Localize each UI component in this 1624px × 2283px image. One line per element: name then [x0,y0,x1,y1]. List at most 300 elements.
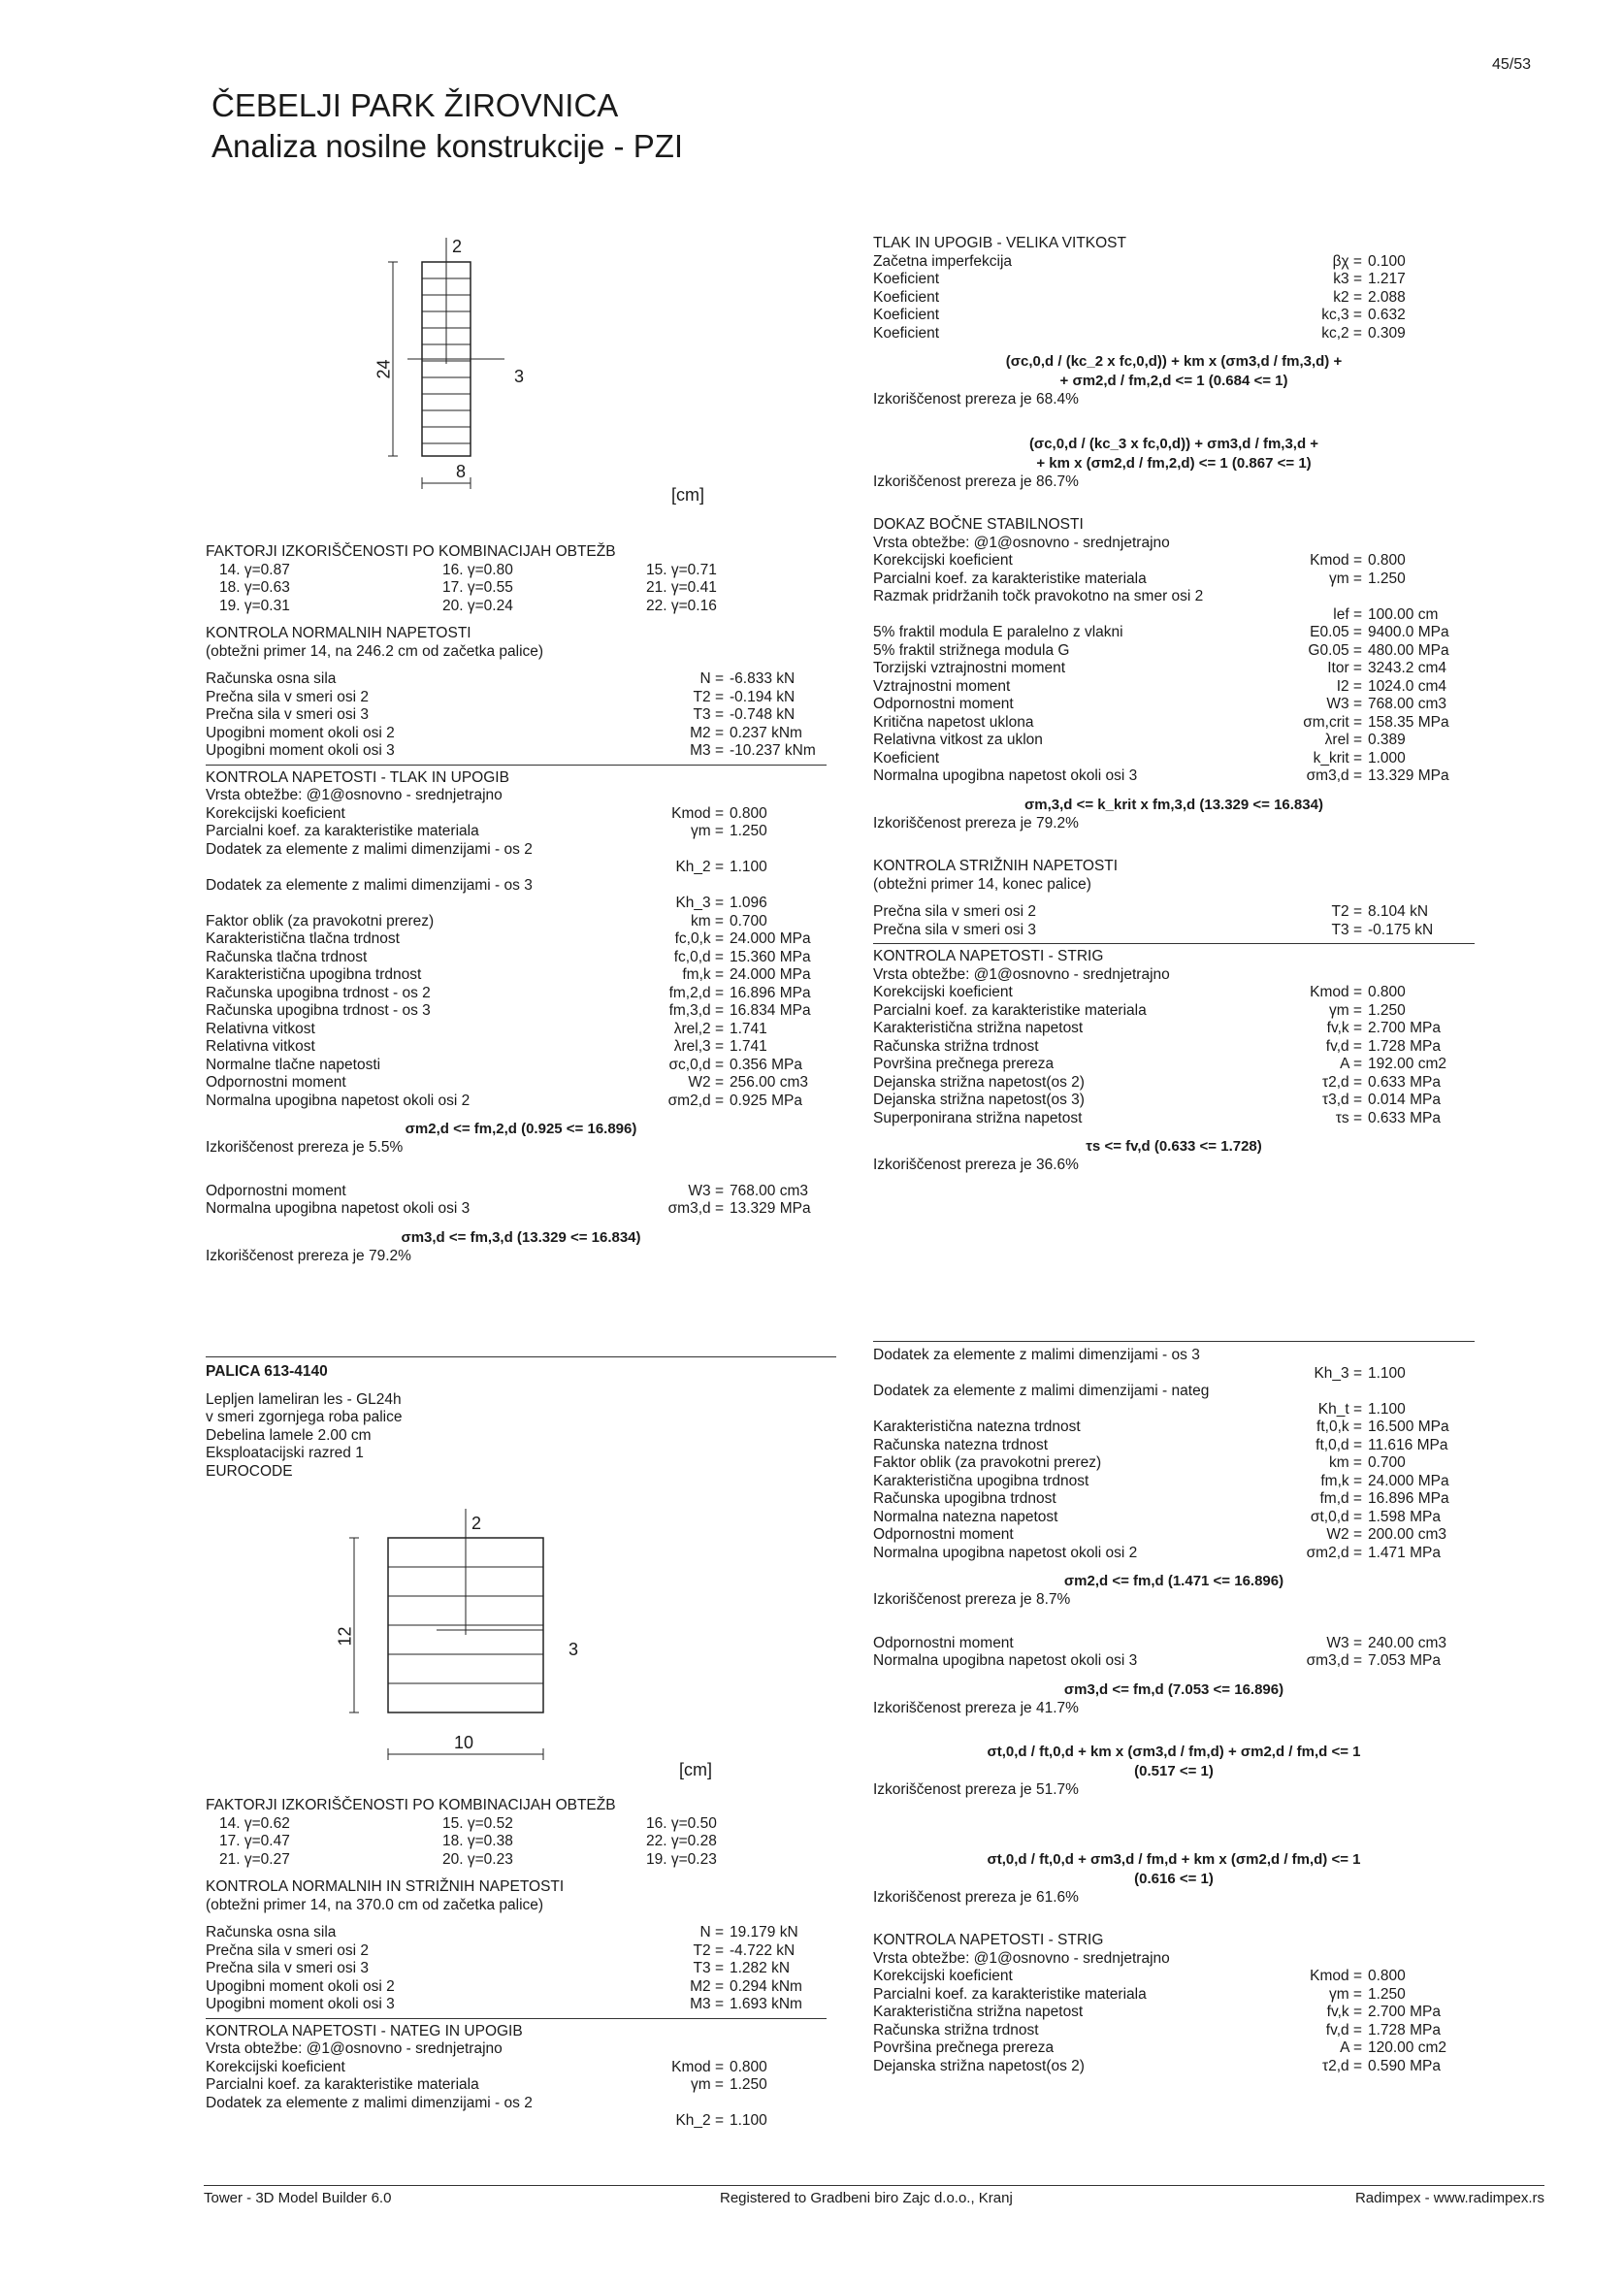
formula: σm2,d <= fm,2,d (0.925 <= 16.896) [405,1121,637,1137]
row-sym: σm,crit = [1303,713,1362,731]
table-row [873,253,1475,272]
row-sym: N = [699,1924,724,1941]
row-label: Odpornostni moment [206,1182,346,1199]
axis-2-label: 2 [471,1514,482,1533]
row-sym: kc,2 = [1321,324,1362,342]
table-row [206,1057,836,1075]
section-heading: KONTROLA NAPETOSTI - STRIG [873,1932,1104,1948]
section-heading: KONTROLA NAPETOSTI - NATEG IN UPOGIB [206,2022,523,2039]
row-val: 1.100 [1368,1400,1406,1418]
row-val: 0.100 [1368,252,1406,270]
row-val: 480.00 MPa [1368,641,1449,659]
axis-3-label: 3 [568,1640,579,1659]
strig-table [873,1968,1475,2075]
row-sym: σm3,d = [1306,767,1362,784]
formula: (σc,0,d / (kc_3 x fc,0,d)) + σm3,d / fm,3,d + [1028,435,1319,452]
row-sym [607,841,730,860]
row-label: Upogibni moment okoli osi 2 [206,1977,395,1995]
row-sym: W2 = [688,1074,724,1091]
row-label: Dodatek za elemente z malimi dimenzijami - os 2 [206,840,533,858]
row-val: 24.000 MPa [1368,1472,1449,1489]
row-sym: W3 = [688,1182,724,1199]
table-row [206,913,836,931]
formula: σt,0,d / ft,0,d + km x (σm3,d / fm,d) + σm2,d / fm,d <= 1 [987,1744,1361,1760]
row-sym: M2 = [690,724,724,741]
row-sym: T2 = [1331,903,1362,920]
table-row [873,922,1475,940]
row-label: Dodatek za elemente z malimi dimenzijami - os 3 [873,1347,1200,1363]
table-row [873,1020,1475,1038]
table-row [873,307,1475,325]
row-label: Karakteristična natezna trdnost [873,1419,1081,1435]
row-val: 240.00 cm3 [1368,1634,1446,1651]
row-label: Parcialni koef. za karakteristike materiala [206,823,479,839]
cross-section-2 [330,1504,582,1766]
row-label: Računska upogibna trdnost [873,1490,1056,1507]
row-label: Parcialni koef. za karakteristike materiala [873,1985,1147,2003]
row-val: 0.800 [730,2058,767,2075]
factor: 19. γ=0.23 [646,1850,717,1868]
table-row [873,1473,1475,1491]
row-sym: Kh_3 = [675,895,724,911]
table-row [206,985,836,1003]
row-label: Normalna upogibna napetost okoli osi 3 [873,767,1138,784]
table-row [873,1002,1475,1021]
row-sym: W3 = [1326,696,1362,712]
element-info: Lepljen lameliran les - GL24h [206,1390,402,1408]
factor: 20. γ=0.24 [442,597,513,614]
footer-vendor: Radimpex - www.radimpex.rs [1354,2190,1544,2206]
row-val: 8.104 kN [1368,903,1429,920]
axis-2-label: 2 [452,237,463,256]
factor: 15. γ=0.71 [646,561,717,578]
row-label: Faktor oblik (za pravokotni prerez) [206,912,435,930]
table-row [206,2112,836,2131]
row-label: Korekcijski koeficient [873,1968,1013,1984]
row-val: 16.896 MPa [730,984,811,1001]
table-row [873,1454,1475,1473]
table-row [873,1545,1475,1563]
table-row [206,1074,836,1093]
row-sym: fm,k = [1320,1472,1362,1489]
formula: σt,0,d / ft,0,d + σm3,d / fm,d + km x (σm2,d / fm,d) <= 1 [987,1850,1361,1868]
row-sym: τs = [1335,1109,1362,1126]
row-val: 2.700 MPa [1368,2004,1441,2020]
row-val: 0.014 MPa [1368,1092,1441,1108]
row-label: Kritična napetost uklona [873,713,1034,731]
row-sym: fv,d = [1325,2021,1362,2038]
table-row [873,552,1475,571]
table-row [873,2004,1475,2022]
row-sym: τ3,d = [1321,1092,1362,1108]
row-val: 1.250 [1368,570,1406,587]
forces-table [206,670,836,761]
row-val: 768.00 cm3 [1368,696,1446,712]
footer-software: Tower - 3D Model Builder 6.0 [204,2190,392,2206]
row-sym: I2 = [1336,677,1362,695]
row-label [873,1401,1246,1419]
document-subtitle: Analiza nosilne konstrukcije - PZI [211,128,684,164]
table-row [873,1401,1475,1419]
row-sym: M3 = [690,1996,724,2012]
factor: 18. γ=0.63 [219,579,290,596]
section-heading: TLAK IN UPOGIB - VELIKA VITKOST [873,235,1126,251]
row-label [873,606,1246,625]
utilization-text: Izkoriščenost prereza je 8.7% [873,1591,1071,1608]
table-row [873,1365,1475,1384]
row-sym: ft,0,k = [1316,1419,1362,1435]
row-val: 0.633 MPa [1368,1109,1441,1126]
row-sym: lef = [1333,605,1362,623]
table-row [206,670,836,689]
row-sym: γm = [1328,1001,1362,1019]
row-val: 1.728 MPa [1368,1037,1441,1055]
table-row [873,750,1475,768]
row-sym: E0.05 = [1310,624,1362,640]
table-row [206,2095,836,2113]
table-row [206,2076,836,2095]
table-row [873,678,1475,697]
row-sym: fv,d = [1325,1037,1362,1055]
factor: 20. γ=0.23 [442,1850,513,1868]
table-row [206,1021,836,1039]
row-val: 0.389 [1368,732,1406,748]
row-sym: W3 = [1326,1634,1362,1651]
row-val: 9400.0 MPa [1368,624,1449,640]
unit-label: [cm] [679,1760,712,1779]
row-sym: T3 = [1331,921,1362,938]
table-row [206,1183,836,1201]
factor: 19. γ=0.31 [219,597,290,614]
row-label: Površina prečnega prereza [873,2039,1055,2056]
row-label: Korekcijski koeficient [873,984,1013,1000]
table-row [206,706,836,725]
factors-title: FAKTORJI IZKORIŠČENOSTI PO KOMBINACIJAH OBTEŽB [206,543,616,560]
page-number: 45/53 [1492,56,1532,73]
row-val: 1.100 [730,2112,767,2129]
row-sym: kc,3 = [1321,307,1362,323]
row-sym: ft,0,d = [1315,1436,1362,1453]
row-sym: k_krit = [1313,749,1362,766]
row-val: 0.590 MPa [1368,2057,1441,2074]
row-label: Računska osna sila [206,670,337,687]
table-row [873,1490,1475,1509]
row-sym: βχ = [1332,252,1362,270]
row-label: Karakteristična upogibna trdnost [206,966,422,983]
row-val: 1.741 [730,1020,767,1037]
strig-table [873,984,1475,1127]
vitkost-table [873,253,1475,343]
row-val: 0.800 [730,804,767,822]
row-label: Relativna vitkost [206,1038,315,1055]
row-label [206,2112,607,2131]
section-subheading: (obtežni primer 14, konec palice) [873,875,1091,893]
row-label: Relativna vitkost za uklon [873,732,1043,748]
row-sym: k2 = [1333,288,1362,306]
row-label: Prečna sila v smeri osi 3 [206,1960,369,1976]
row-sym: T2 = [693,688,724,705]
table-row [873,1437,1475,1455]
table-row [873,1635,1475,1653]
width-dimension: 8 [456,462,467,481]
element-info: v smeri zgornjega roba palice [206,1409,403,1425]
row-val: 0.632 [1368,307,1406,323]
formula: (σc,0,d / (kc_2 x fc,0,d)) + km x (σm3,d / fm,3,d) + [1005,353,1343,370]
row-val: 16.896 MPa [1368,1490,1449,1507]
formula: τs <= fv,d (0.633 <= 1.728) [1086,1138,1262,1155]
element-info: EUROCODE [206,1462,293,1480]
section-heading: KONTROLA STRIŽNIH NAPETOSTI [873,858,1119,874]
row-sym: γm = [690,2076,724,2093]
utilization-text: Izkoriščenost prereza je 61.6% [873,1888,1079,1906]
utilization-text: Izkoriščenost prereza je 5.5% [206,1139,404,1156]
row-val: 2.088 [1368,288,1406,306]
row-val: 0.700 [1368,1454,1406,1471]
table-row [206,1924,836,1942]
row-label: Računska strižna trdnost [873,2021,1039,2038]
table-row [206,1200,836,1219]
factor: 22. γ=0.16 [646,597,717,614]
formula: (0.517 <= 1) [1134,1763,1214,1779]
row-val: -4.722 kN [730,1941,796,1959]
element-info: Debelina lamele 2.00 cm [206,1426,372,1444]
section-subheading: Vrsta obtežbe: @1@osnovno - srednjetrajno [873,965,1170,983]
row-label [873,1365,1246,1384]
section-heading: KONTROLA NORMALNIH IN STRIŽNIH NAPETOSTI [206,1878,565,1895]
row-sym: σm2,d = [1306,1544,1362,1561]
row-val: 1.250 [1368,1001,1406,1019]
row-val: 1.598 MPa [1368,1508,1441,1525]
factor: 22. γ=0.28 [646,1833,717,1849]
table-row [206,1960,836,1978]
height-dimension: 12 [335,1626,355,1647]
row-sym [607,877,730,896]
row-val: 0.309 [1368,324,1406,342]
row-sym: Kmod = [1310,552,1362,569]
row-sym: A = [1340,2039,1362,2056]
row-val: 0.356 MPa [730,1056,802,1073]
factor: 17. γ=0.55 [442,579,513,596]
forces-table [206,1924,836,2014]
utilization-text: Izkoriščenost prereza je 86.7% [873,473,1079,490]
row-sym: fc,0,k = [674,930,724,947]
factors-grid [206,562,836,616]
row-val [730,877,836,896]
section-subheading: Vrsta obtežbe: @1@osnovno - srednjetrajno [873,534,1170,551]
row-sym: Kh_2 = [675,859,724,875]
footer-registration: Registered to Gradbeni biro Zajc d.o.o., Kranj [720,2190,1013,2206]
row-label: Korekcijski koeficient [206,2058,345,2075]
row-label: Prečna sila v smeri osi 2 [206,1941,369,1959]
height-dimension: 24 [374,359,394,379]
row-sym: A = [1340,1056,1362,1072]
tlak-table [206,805,836,1111]
table-row [873,696,1475,714]
row-label: Normalna upogibna napetost okoli osi 2 [873,1544,1138,1561]
factors-grid [206,1815,836,1870]
utilization-text: Izkoriščenost prereza je 36.6% [873,1157,1079,1173]
factor: 16. γ=0.80 [442,561,513,578]
row-label: Dejanska strižna napetost(os 2) [873,1073,1085,1091]
row-label: Prečna sila v smeri osi 2 [873,903,1036,920]
row-label [206,895,607,913]
row-val: 1.471 MPa [1368,1544,1441,1561]
row-val: 11.616 MPa [1368,1436,1448,1453]
formula: + km x (σm2,d / fm,2,d) <= 1 (0.867 <= 1) [1036,454,1312,472]
table-row [206,1978,836,1997]
bocna-table [873,552,1475,786]
right-column-2 [873,1347,1475,2075]
row-label: 5% fraktil strižnega modula G [873,641,1070,659]
right-column-1 [873,235,1475,1175]
row-val: -0.748 kN [730,706,796,723]
section-heading: KONTROLA NAPETOSTI - TLAK IN UPOGIB [206,768,509,786]
row-sym: G0.05 = [1308,641,1362,659]
row-val: -6.833 kN [730,670,796,687]
row-label: Upogibni moment okoli osi 3 [206,742,395,759]
table-row [873,2022,1475,2040]
formula: + σm2,d / fm,2,d <= 1 (0.684 <= 1) [1059,373,1288,389]
row-val [1368,1383,1475,1401]
row-sym: fm,2,d = [668,984,724,1001]
utilization-text: Izkoriščenost prereza je 79.2% [873,814,1079,832]
table-row [873,984,1475,1002]
table-row [206,877,836,896]
row-sym: τ2,d = [1321,1073,1362,1091]
strig-forces-table [873,903,1475,939]
row-label: Prečna sila v smeri osi 3 [873,921,1036,938]
row-val: 24.000 MPa [730,966,811,983]
row-label [206,859,607,877]
row-sym: γm = [690,823,724,839]
row-sym: Kh_2 = [675,2112,724,2129]
utilization-text: Izkoriščenost prereza je 51.7% [873,1781,1079,1798]
row-val: 1.000 [1368,749,1406,766]
section-subheading: Vrsta obtežbe: @1@osnovno - srednjetrajno [873,1949,1170,1967]
row-sym: σc,0,d = [668,1056,724,1073]
row-val: 256.00 cm3 [730,1074,808,1091]
row-label: Vztrajnostni moment [873,677,1011,695]
table-row [873,271,1475,289]
row-val: 158.35 MPa [1368,713,1449,731]
section-subheading: (obtežni primer 14, na 370.0 cm od začetka palice) [206,1896,544,1913]
factor: 18. γ=0.38 [442,1833,513,1849]
row-val [1368,588,1475,606]
table-row [873,903,1475,922]
row-val: -0.175 kN [1368,921,1434,938]
table-row [873,2058,1475,2076]
left-column-2b [206,1797,836,2131]
table-row [873,642,1475,661]
table-row [206,725,836,743]
row-label: 5% fraktil modula E paralelno z vlakni [873,624,1123,640]
row-sym: M3 = [690,742,724,759]
row-sym [1246,1383,1368,1401]
row-val: 1.741 [730,1038,767,1055]
row-label: Upogibni moment okoli osi 2 [206,724,395,741]
table-row [206,930,836,949]
row-val: 16.500 MPa [1368,1419,1449,1435]
table-row [873,606,1475,625]
table-row [206,805,836,824]
row-label: Odpornostni moment [873,1634,1014,1651]
table-row [206,2059,836,2077]
row-label: Upogibni moment okoli osi 3 [206,1996,395,2012]
table-row [206,689,836,707]
section-subheading: (obtežni primer 14, na 246.2 cm od začetka palice) [206,642,544,660]
row-val: 0.633 MPa [1368,1073,1441,1091]
section-subheading: Vrsta obtežbe: @1@osnovno - srednjetrajno [206,2040,503,2057]
table-row [873,2039,1475,2058]
row-sym: σm2,d = [667,1092,724,1109]
row-val: -0.194 kN [730,688,796,705]
row-label: Parcialni koef. za karakteristike materiala [873,570,1147,587]
row-val: 1.693 kNm [730,1996,802,2012]
row-label: Faktor oblik (za pravokotni prerez) [873,1454,1102,1471]
row-label: Karakteristična tlačna trdnost [206,930,400,947]
row-label: Odpornostni moment [873,1526,1014,1543]
row-label: Dodatek za elemente z malimi dimenzijami - os 3 [206,876,533,894]
row-sym: γm = [1328,1985,1362,2003]
width-dimension: 10 [454,1733,474,1752]
row-val: 24.000 MPa [730,930,811,947]
row-sym: λrel,2 = [673,1020,724,1037]
table-row [873,1526,1475,1545]
row-val: 7.053 MPa [1368,1652,1441,1669]
row-val: 16.834 MPa [730,1002,811,1019]
row-sym: fm,k = [682,966,724,983]
row-label: Razmak pridržanih točk pravokotno na smer osi 2 [873,588,1204,604]
table-row [873,1509,1475,1527]
row-sym: T2 = [693,1941,724,1959]
table-row [206,1093,836,1111]
factors-title: FAKTORJI IZKORIŠČENOSTI PO KOMBINACIJAH OBTEŽB [206,1797,616,1813]
row-label: Parcialni koef. za karakteristike materiala [206,2076,479,2093]
row-label: Računska osna sila [206,1924,337,1941]
row-label: Koeficient [873,271,940,287]
row-label: Normalna upogibna napetost okoli osi 2 [206,1092,471,1109]
table-row [873,1092,1475,1110]
formula: σm3,d <= fm,3,d (13.329 <= 16.834) [401,1228,641,1246]
formula: σm3,d <= fm,d (7.053 <= 16.896) [1063,1680,1284,1698]
table-row [873,1074,1475,1093]
row-val: 1.250 [730,823,767,839]
row-label: Računska tlačna trdnost [206,948,368,965]
row-label: Odpornostni moment [206,1074,346,1091]
row-val: 13.329 MPa [730,1200,811,1217]
table-row [873,624,1475,642]
row-val: 19.179 kN [730,1924,798,1941]
table-row [873,1419,1475,1437]
utilization-text: Izkoriščenost prereza je 68.4% [873,391,1079,408]
row-sym: Kmod = [1310,1968,1362,1984]
row-label: Dodatek za elemente z malimi dimenzijami - os 2 [206,2094,533,2111]
row-label: Karakteristična upogibna trdnost [873,1472,1089,1489]
row-label: Dejanska strižna napetost(os 2) [873,2057,1085,2074]
table-row [873,1038,1475,1057]
table-row [206,966,836,985]
row-val: 0.294 kNm [730,1977,802,1995]
formula: (0.616 <= 1) [1134,1870,1214,1887]
factor: 14. γ=0.62 [219,1814,290,1832]
table-row [206,1996,836,2014]
row-val: -10.237 kNm [730,742,816,759]
section-divider [873,1341,1475,1342]
row-sym: Itor = [1327,660,1362,676]
row-val: 0.925 MPa [730,1092,802,1109]
section-heading: KONTROLA NORMALNIH NAPETOSTI [206,625,471,641]
row-val: 0.237 kNm [730,724,802,741]
